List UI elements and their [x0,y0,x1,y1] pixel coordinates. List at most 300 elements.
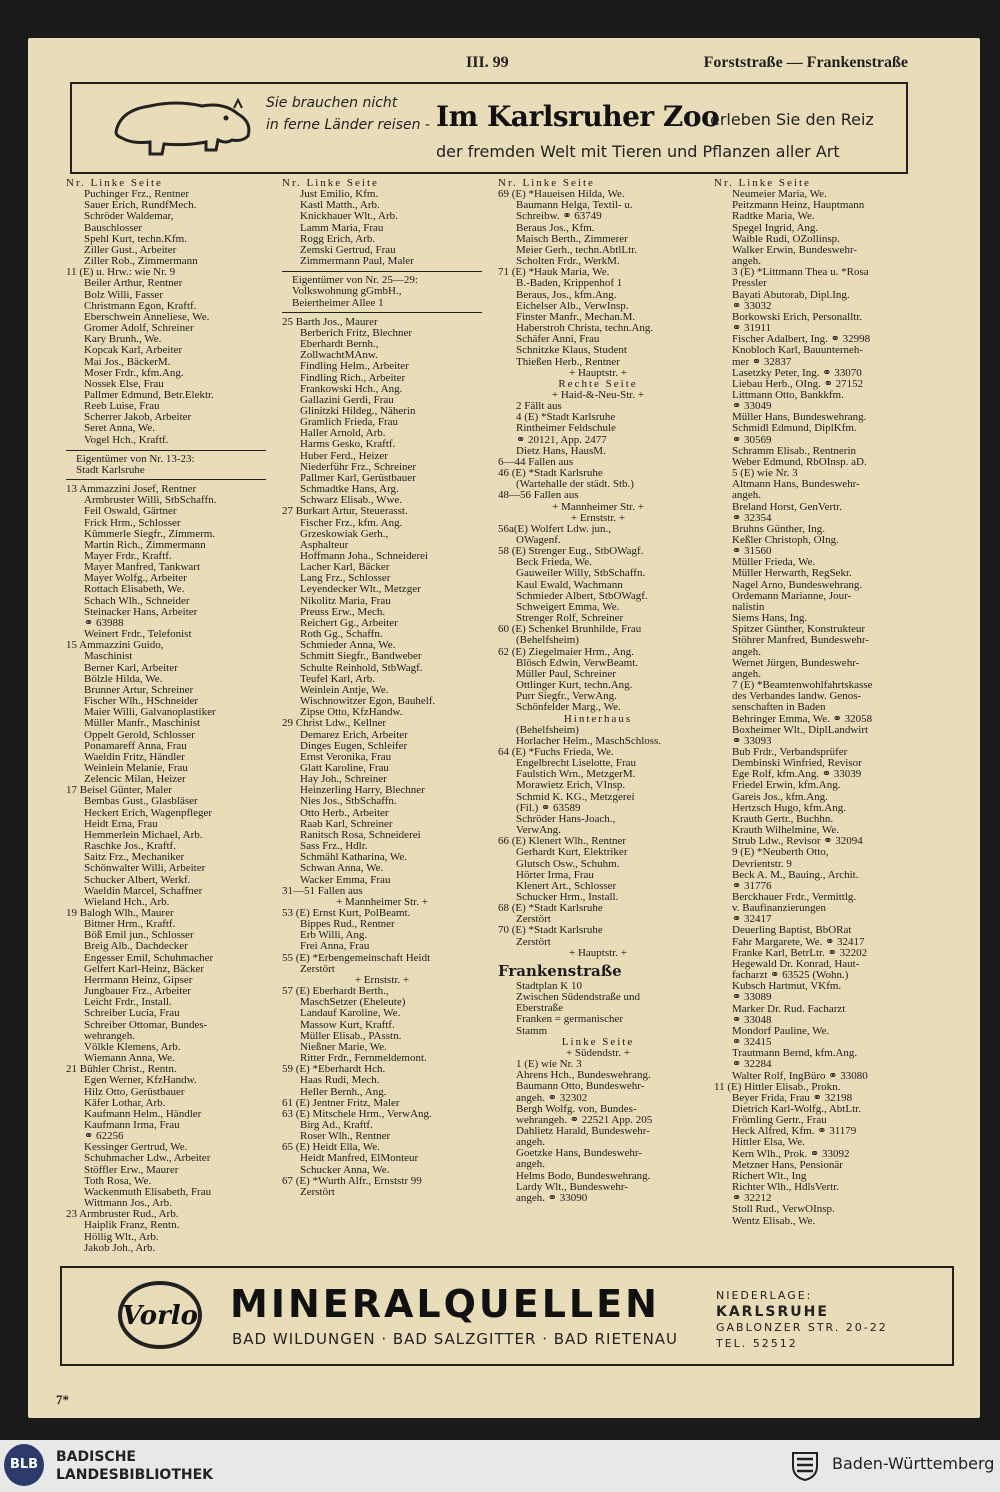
directory-entry: Richter Wlh., HdlsVertr. [732,1182,840,1194]
directory-entry: Strenger Rolf, Schreiner [516,613,624,625]
directory-entry: Niederführ Frz., Schreiner [300,461,417,473]
directory-entry: des Verbandes landw. Genos- [732,691,862,703]
zoo-advertisement [70,82,908,174]
directory-entry: Schröder Waldemar, [84,211,174,223]
directory-entry: Berner Karl, Arbeiter [84,662,178,674]
directory-entry: Kaufmann Irma, Frau [84,1119,180,1131]
directory-entry: Zerstört [300,1186,335,1198]
directory-entry: Kern Wlh., Prok. ⚭ 33092 [732,1148,850,1160]
directory-entry: 2 Fällt aus [516,401,562,413]
directory-entry: Raschke Jos., Kraftf. [84,841,176,853]
directory-entry: ⚭ 31776 [732,880,772,892]
directory-entry: + Mannheimer Str. + [552,501,644,513]
directory-entry: Dahlietz Harald, Bundeswehr- [516,1125,650,1137]
directory-entry: Haas Rudi, Mech. [300,1075,380,1087]
niederlage-tel: TEL. 52512 [716,1337,798,1350]
directory-entry: mer ⚭ 32837 [732,356,792,368]
directory-entry: Puchinger Frz., Rentner [84,189,190,201]
directory-entry: Schreiber Ottomar, Bundes- [84,1019,208,1031]
directory-entry: Scholten Frdr., WerkM. [516,256,620,268]
page-number: III. 99 [466,54,509,71]
directory-entry: Blösch Edwin, VerwBeamt. [516,657,639,669]
directory-entry: Purr Siegfr., VerwAng. [516,691,617,703]
directory-entry: Zimmermann Paul, Maler [300,256,414,268]
directory-entry: ⚭ 33093 [732,735,772,747]
directory-entry: Bub Frdr., Verbandsprüfer [732,746,848,758]
directory-entry: Zipse Otto, KfzHandw. [300,707,403,719]
directory-entry: ⚭ 32212 [732,1193,772,1205]
directory-entry: Eberschwein Anneliese, We. [84,311,210,323]
directory-entry: + Ernststr. + [354,974,410,986]
directory-entry: 27 Burkart Artur, Steuerasst. [282,506,408,518]
directory-entry: 55 (E) *Erbengemeinschaft Heidt [282,952,431,964]
directory-entry: + Hauptstr. + [569,367,627,379]
directory-entry: (Wartehalle der städt. Stb.) [516,479,634,491]
directory-entry: 59 (E) *Eberhardt Hch. [282,1064,386,1076]
directory-entry: Nr. Linke Seite [714,178,811,189]
directory-entry: Kaufmann Helm., Händler [84,1108,202,1120]
directory-entry: nalistin [732,601,765,613]
directory-entry: Rottach Elisabeth, We. [84,584,185,596]
directory-entry: 15 Ammazzini Guido, [66,640,164,652]
directory-entry: Preuss Erw., Mech. [300,606,386,618]
directory-entry: Goetzke Hans, Bundeswehr- [516,1148,642,1160]
directory-entry: Gauweiler Willy, StbSchaffn. [516,568,646,580]
directory-entry: Schönfelder Marg., We. [516,702,621,714]
directory-entry: Marker Dr. Rud. Facharzt [732,1003,846,1015]
directory-entry: Pallmer Edmund, Betr.Elektr. [84,389,214,401]
directory-entry: Lardy Wlt., Bundeswehr- [516,1181,628,1193]
directory-entry: Otto Herb., Arbeiter [300,807,389,819]
directory-entry: Heckert Erich, Wagenpfleger [84,807,213,819]
directory-entry: Zwischen Südendstraße und [516,992,641,1004]
directory-entry: facharzt ⚭ 63525 (Wohn.) [732,970,849,982]
directory-entry: ⚭ 31911 [732,323,772,335]
directory-entry: ⚭ 32417 [732,914,772,926]
directory-entry: Mayer Frdr., Kraftf. [84,551,172,562]
directory-entry: Harms Gesko, Kraftf. [300,439,396,451]
directory-entry: ⚭ 30569 [732,434,772,446]
directory-entry: Nr. Linke Seite [66,178,163,189]
directory-entry: Schucker Albert, Werkf. [84,874,191,886]
directory-entry: Gelfert Karl-Heinz, Bäcker [84,963,205,975]
directory-column-2 [282,178,482,1198]
directory-entry: Berberich Fritz, Blechner [300,327,413,339]
directory-entry: MaschSetzer (Eheleute) [300,997,406,1009]
directory-entry: Kessinger Gertrud, We. [84,1142,188,1154]
directory-entry: Devrientstr. 9 [732,858,792,870]
directory-entry: Lacher Karl, Bäcker [300,562,390,574]
directory-entry: Rechte Seite [558,378,638,390]
directory-entry: Gareis Jos., kfm.Ang. [732,791,828,803]
directory-entry: Ernst Veronika, Frau [300,751,392,763]
document-page [28,38,980,1418]
directory-entry: Frömling Gertr., Frau [732,1115,827,1127]
directory-entry: Frankenstraße [498,961,622,980]
directory-entry: Schramm Elisab., Rentnerin [732,445,857,457]
directory-entry: Sass Frz., Hdlr. [300,841,368,853]
directory-entry: Krauth Wilhelmine, We. [732,825,840,837]
directory-entry: Morawietz Erich, VInsp. [516,780,626,792]
directory-entry: 4 (E) *Stadt Karlsruhe [516,412,616,424]
directory-entry: + Südendstr. + [565,1047,631,1059]
directory-entry: Beraus, Jos., kfm.Ang. [516,289,617,301]
directory-entry: Nies Jos., StbSchaffn. [300,796,397,808]
directory-entry: 70 (E) *Stadt Karlsruhe [498,925,603,937]
directory-entry: + Haid-&-Neu-Str. + [551,389,645,401]
directory-entry: Gallazini Gerdi, Frau [300,394,394,406]
library-name-line2: LANDESBIBLIOTHEK [56,1467,214,1483]
directory-entry: Horlacher Helm., MaschSchloss. [516,735,662,747]
directory-entry: Frei Anna, Frau [300,941,370,953]
directory-entry: Franke Karl, BetrLtr. ⚭ 32202 [732,947,868,959]
directory-entry: Zemski Gertrud, Frau [300,244,396,256]
directory-entry: Haberstroh Christa, techn.Ang. [516,323,654,335]
directory-entry: 29 Christ Ldw., Kellner [282,718,387,730]
directory-entry: Steinacker Hans, Arbeiter [84,606,198,618]
directory-entry: Erb Willi, Ang. [300,930,368,942]
library-name[interactable] [56,1448,213,1484]
directory-entry: Reichert Gg., Arbeiter [300,617,398,629]
zoo-ad-tagline [266,92,430,136]
directory-entry: Baumann Otto, Bundeswehr- [516,1081,645,1093]
directory-entry: Boxheimer Wlt., DiplLandwirt [732,724,869,736]
directory-entry: ⚭ 32354 [732,512,772,524]
directory-entry: Ziller Rob., Zimmermann [84,256,198,268]
directory-entry: Bölzle Hilda, We. [84,673,163,685]
directory-entry: Teufel Karl, Arb. [300,673,375,685]
blb-logo[interactable]: BLB [4,1444,44,1486]
directory-entry: OWagenf. [516,535,561,546]
directory-entry: Bittner Hrm., Kraftf. [84,919,176,931]
directory-entry: Haiplik Franz, Rentn. [84,1220,180,1232]
directory-entry: Weber Edmund, RbOInsp. aD. [732,456,867,468]
directory-entry: Kümmerle Siegfr., Zimmerm. [84,528,216,540]
directory-entry: angeh. [516,1137,546,1149]
directory-entry: Ponamareff Anna, Frau [84,740,187,752]
directory-entry: Hittler Elsa, We. [732,1137,805,1149]
directory-entry: Massow Kurt, Kraftf. [300,1019,395,1031]
directory-entry: Weinlein Antje, We. [300,684,389,696]
directory-entry: angeh. [732,490,762,502]
page-header [28,54,980,76]
zoo-ad-line2: in ferne Länder reisen - [266,117,430,133]
directory-entry: Kaul Ewald, Wachmann [516,579,623,591]
directory-entry: Gramlich Frieda, Frau [300,417,399,429]
baden-wuerttemberg-crest-icon [790,1450,820,1482]
directory-entry: 11 (E) u. Hrw.: wie Nr. 9 [66,267,176,279]
directory-entry: 65 (E) Heidt Ella, We. [282,1142,380,1154]
directory-entry: Ziller Gust., Arbeiter [84,244,177,256]
directory-entry: 68 (E) *Stadt Karlsruhe [498,903,603,915]
directory-entry: Dietrich Karl-Wolfg., AbtLtr. [732,1103,861,1115]
directory-entry: Richert Wlt., Ing [732,1170,807,1182]
directory-entry: angeh. ⚭ 32302 [516,1092,588,1104]
directory-entry: Bembas Gust., Glasbläser [84,796,198,808]
directory-entry: Müller Herwarth, RegSekr. [732,568,852,580]
directory-entry: ⚭ 31560 [732,546,772,558]
directory-entry: Wacker Emma, Frau [300,874,391,886]
directory-entry: Gromer Adolf, Schreiner [84,323,194,335]
directory-entry: Fischer Adalbert, Ing. ⚭ 32998 [732,334,871,346]
directory-entry: Leyendecker Wlt., Metzger [300,584,421,596]
directory-entry: Weinlein Melanie, Frau [84,762,188,774]
directory-entry: Feil Oswald, Gärtner [84,506,177,518]
directory-entry: Müller Manfr., Maschinist [84,718,201,730]
directory-entry: Mayer Wolfg., Arbeiter [84,573,187,585]
directory-entry: Engesser Emil, Schuhmacher [84,952,214,964]
directory-entry: Eichelser Alb., VerwInsp. [516,300,629,312]
directory-entry: Altmann Hans, Bundeswehr- [732,479,860,491]
directory-entry: ⚭ 33032 [732,300,772,312]
directory-entry: Stadtplan K 10 [516,980,582,992]
directory-entry: Peitzmann Heinz, Hauptmann [732,200,865,212]
directory-entry: 48—56 Fallen aus [498,490,579,502]
directory-entry: Schwan Anna, We. [300,863,384,875]
directory-entry: ⚭ 20121, App. 2477 [516,434,607,446]
directory-entry: 5 (E) wie Nr. 3 [732,468,798,480]
directory-entry: Finster Manfr., Mechan.M. [516,311,636,323]
directory-entry: Wackenmuth Elisabeth, Frau [84,1186,212,1198]
directory-entry: Weinert Frdr., Telefonist [84,629,192,641]
directory-entry: Sauer Erich, RundfMech. [84,200,197,212]
directory-entry: 57 (E) Eberhardt Berth., [282,986,389,998]
directory-entry: Zerstört [516,936,551,948]
directory-entry: Lamm Maria, Frau [300,222,384,234]
directory-entry: (Behelfsheim) [516,635,579,647]
directory-entry: Knobloch Karl, Bauunterneh- [732,345,864,357]
directory-entry: Fahr Margarete, We. ⚭ 32417 [732,936,865,948]
directory-entry: Findling Helm., Arbeiter [300,361,409,373]
directory-entry: Franken = germanischer [516,1014,623,1026]
directory-entry: 63 (E) Mitschele Hrm., VerwAng. [282,1108,432,1120]
directory-entry: Hertzsch Hugo, kfm.Ang. [732,802,846,814]
directory-entry: v. Baufinanzierungen [732,903,826,915]
directory-entry: Faulstich Wrn., MetzgerM. [516,769,636,781]
directory-entry: Wentz Elisab., We. [732,1215,816,1227]
zoo-ad-line1: Sie brauchen nicht [266,95,398,111]
directory-entry: Schmitt Siegfr., Bandweber [300,651,422,663]
directory-entry: Leicht Frdr., Install. [84,997,172,1009]
directory-entry: Waeldin Marcel, Schaffner [84,885,203,897]
directory-entry: Knickhauer Wlt., Arb. [300,211,398,223]
directory-entry: Lang Frz., Schlosser [300,573,391,585]
directory-entry: Nossek Else, Frau [84,378,164,390]
directory-entry: Hay Joh., Schreiner [300,774,387,786]
directory-entry: Moser Frdr., kfm.Ang. [84,367,184,379]
directory-entry: ⚭ 33049 [732,401,772,413]
directory-entry: Nießner Marie, We. [300,1041,387,1053]
directory-entry: Breig Alb., Dachdecker [84,941,188,953]
directory-entry: Beyer Frida, Frau ⚭ 32198 [732,1092,853,1104]
vorlo-logo-text: Vorlo [121,1301,199,1331]
directory-entry: Walker Erwin, Bundeswehr- [732,244,858,256]
mineralquellen-subtitle: BAD WILDUNGEN · BAD SALZGITTER · BAD RIETENAU [232,1330,679,1348]
directory-entry: Roser Wlh., Rentner [300,1131,391,1143]
directory-entry: Wischnowitzer Egon, Bauhelf. [300,696,436,708]
directory-entry: Demarez Erich, Arbeiter [300,729,408,741]
directory-entry: Engelbrecht Liselotte, Frau [516,758,637,770]
directory-entry: 31—51 Fallen aus [282,885,363,897]
directory-entry: Heidt Erna, Frau [84,818,158,830]
directory-entry: Ottlinger Kurt, techn.Ang. [516,680,633,692]
directory-entry: (Behelfsheim) [516,724,579,736]
directory-entry: ⚭ 33089 [732,992,772,1004]
directory-entry: Toth Rosa, We. [84,1175,152,1187]
directory-entry: Bolz Willi, Fasser [84,289,164,301]
directory-entry: angeh. ⚭ 33090 [516,1192,588,1204]
directory-entry: Linke Seite [561,1036,635,1048]
directory-entry: Müller Hans, Bundeswehrang. [732,412,867,424]
directory-entry: Schweigert Emma, We. [516,601,620,613]
directory-entry: Waible Rudi, OZollinsp. [732,233,840,245]
directory-entry: Schreiber Lucia, Frau [84,1008,180,1020]
directory-entry: Eberhardt Bernh., [300,339,379,351]
directory-entry: Ranitsch Rosa, Schneiderei [300,829,421,841]
directory-entry: Reeb Luise, Frau [84,401,160,413]
directory-entry: Höllig Wlt., Arb. [84,1231,159,1243]
directory-entry: Raab Karl, Schreiner [300,818,393,830]
directory-entry: Schreibw. ⚭ 63749 [516,211,602,223]
directory-entry: 7 (E) *Beamtenwohlfahrtskasse [732,680,873,692]
directory-entry: + Ernststr. + [570,512,626,524]
directory-entry: Schucker Hrm., Install. [516,892,619,903]
directory-entry: Nikolitz Maria, Frau [300,595,391,607]
directory-entry: Oppelt Gerold, Schlosser [84,729,195,741]
directory-entry: Scherrer Jakob, Arbeiter [84,412,192,424]
directory-entry: Thießen Herb., Rentner [516,356,620,368]
directory-entry: Schröder Hans-Joach., [516,813,616,825]
directory-entry: angeh. [732,668,762,680]
directory-entry: Nr. Linke Seite [498,178,595,189]
directory-entry: Martin Rich., Zimmermann [84,539,206,551]
directory-column-4 [714,178,914,1227]
library-footer [0,1440,1000,1492]
directory-entry: Nagel Arno, Bundeswehrang. [732,579,863,591]
directory-entry: Zerstört [516,914,551,926]
directory-entry: Waeldin Fritz, Händler [84,751,185,763]
directory-entry: Maier Willi, Galvanoplastiker [84,707,216,719]
directory-entry: Heller Bernh., Ang. [300,1086,387,1098]
directory-entry: Mai Jos., BäckerM. [84,356,171,368]
directory-entry: Friedel Erwin, kfm.Ang. [732,780,841,792]
directory-entry: Stamm [516,1025,548,1037]
directory-entry: Fischer Frz., kfm. Ang. [300,517,403,529]
directory-entry: Kubsch Hartmut, VKfm. [732,981,842,993]
directory-entry: Christmann Egon, Kraftf. [84,300,197,312]
directory-entry: Borkowski Erich, Personalltr. [732,311,863,323]
directory-entry: Frankowski Hch., Ang. [300,383,403,395]
directory-entry: Schulte Reinhold, StbWagf. [300,662,423,674]
directory-entry: Rogg Erich, Arb. [300,233,376,245]
directory-entry: Schwarz Elisab., Wwe. [300,495,403,507]
directory-entry: ⚭ 32284 [732,1059,772,1071]
directory-entry: VerwAng. [516,825,561,837]
directory-entry: Beck A. M., Bauing., Archit. [732,869,859,881]
directory-entry: Krauth Gertr., Buchhn. [732,813,834,825]
directory-entry: 61 (E) Jentner Fritz, Maler [282,1097,400,1109]
directory-entry: ⚭ 62256 [84,1131,124,1143]
directory-entry: Just Emilio, Kfm. [300,189,379,201]
directory-entry: Hinterhaus [563,713,633,725]
directory-entry: wehrangeh. ⚭ 22521 App. 205 [516,1114,653,1126]
directory-entry: Stöffler Erw., Maurer [84,1164,179,1176]
directory-entry: Bayati Abutorab, Dipl.Ing. [732,289,850,301]
directory-entry: Glatt Karoline, Frau [300,762,389,774]
zoo-ad-right2: der fremden Welt mit Tieren und Pflanzen aller Art [436,142,840,161]
niederlage-label: NIEDERLAGE: [716,1289,813,1302]
directory-entry: 6—44 Fallen aus [498,456,574,468]
directory-entry: Zelencic Milan, Heizer [84,774,186,786]
directory-entry: ⚭ 33048 [732,1014,772,1026]
directory-entry: Ahrens Hch., Bundeswehrang. [516,1070,651,1082]
directory-entry: Hemmerlein Michael, Arb. [84,829,203,841]
directory-entry: Schmidl Edmund, DiplKfm. [732,423,857,435]
directory-entry: Schmieder Albert, StbOWagf. [516,590,648,602]
vorlo-logo [114,1278,206,1352]
directory-entry: Hörter Irma, Frau [516,869,594,881]
directory-entry: ⚭ 63988 [84,617,124,629]
directory-entry: Beck Frieda, We. [516,557,592,569]
directory-entry: 60 (E) Schenkel Brunhilde, Frau [498,624,642,636]
directory-entry: Schucker Anna, We. [300,1164,390,1176]
directory-entry: angeh. [732,256,762,268]
directory-entry: Glinitzki Hildeg., Näherin [300,405,416,417]
mineralquellen-advertisement [60,1266,954,1366]
directory-entry: Völkle Klemens, Arb. [84,1041,181,1053]
directory-entry: Nr. Linke Seite [282,178,379,189]
directory-entry: Littmann Otto, Bankkfm. [732,389,844,401]
directory-entry: Schach Wlh., Schneider [84,595,190,607]
directory-entry: Dinges Eugen, Schleifer [300,740,408,752]
directory-entry: Brunner Artur, Schreiner [84,684,194,696]
directory-entry: Jakob Joh., Arb. [84,1242,156,1254]
directory-entry: 19 Balogh Wlh., Maurer [66,908,174,919]
directory-entry: Müller Frieda, We. [732,557,816,569]
state-name[interactable]: Baden-Württemberg [832,1454,995,1473]
directory-entry: Schmieder Anna, We. [300,640,396,652]
directory-entry: Bippes Rud., Rentner [300,919,395,931]
directory-entry: Frick Hrm., Schlosser [84,517,181,529]
directory-entry: Hilz Otto, Gerüstbauer [84,1086,185,1098]
directory-entry: Lasetzky Peter, Ing. ⚭ 33070 [732,367,862,379]
directory-entry: Grzeskowiak Gerh., [300,528,389,540]
directory-entry: Stöhrer Manfred, Bundeswehr- [732,635,869,647]
directory-entry: Findling Rich., Arbeiter [300,372,406,384]
directory-entry: Haller Arnold, Arb. [300,428,386,440]
zoo-ad-right1: erleben Sie den Reiz [710,110,874,129]
directory-entry: wehrangeh. [84,1030,136,1042]
directory-entry: 69 (E) *Haueisen Hilda, We. [498,189,625,201]
directory-entry: Breland Horst, GenVertr. [732,501,842,513]
directory-entry: Helms Bodo, Bundeswehrang. [516,1170,651,1182]
directory-entry: Schönwalter Willi, Arbeiter [84,863,206,875]
directory-entry: Schmid K. KG., Metzgerei [516,791,635,803]
directory-entry: ZollwachtMAnw. [300,350,378,362]
directory-entry: Wernet Jürgen, Bundeswehr- [732,657,860,669]
directory-entry: Siems Hans, Ing. [732,613,808,625]
directory-entry: Pallmer Karl, Gerüstbauer [300,472,416,484]
directory-entry: 1 (E) wie Nr. 3 [516,1059,582,1071]
directory-entry: B.-Baden, Krippenhof 1 [516,278,623,290]
directory-entry: Wiemann Anna, We. [84,1053,175,1065]
directory-entry: (Fil.) ⚭ 63589 [516,802,581,814]
directory-entry: Armbruster Willi, StbSchaffn. [84,495,217,507]
directory-entry: 23 Armbruster Rud., Arb. [66,1209,179,1221]
directory-entry: 66 (E) Klenert Wlh., Rentner [498,836,627,848]
directory-entry: Glutsch Osw., Schuhm. [516,858,620,870]
directory-entry: Egen Werner, KfzHandw. [84,1075,197,1087]
